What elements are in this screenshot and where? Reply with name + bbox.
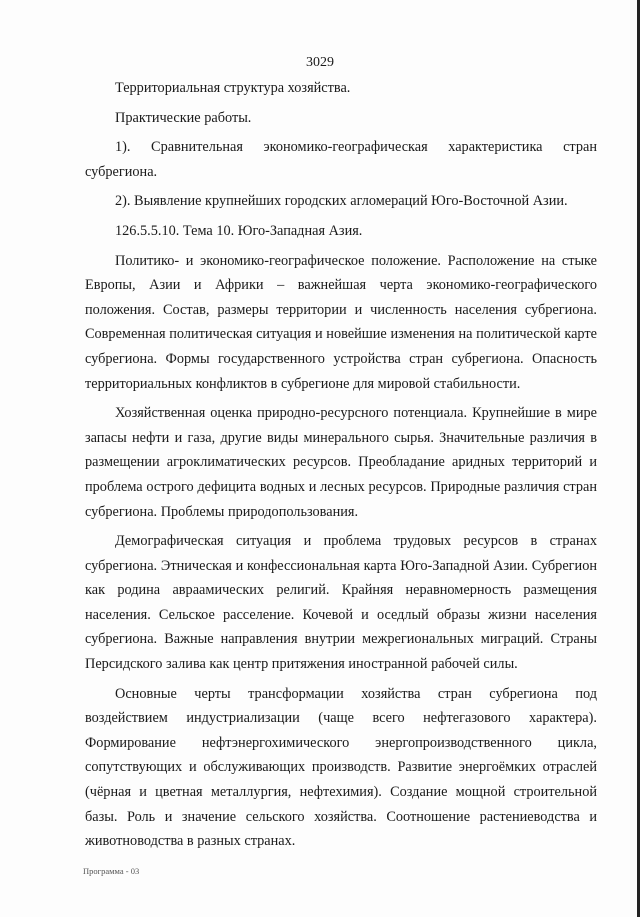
paragraph-demography: Демографическая ситуация и проблема трудовых ресурсов в странах субрегиона. Этническая и конфессиональная карта Юго-Западной Азии. Субрегион как родина авраамических религий. Крайняя неравномерность размещения населения. Сельское расселение. Кочевой и оседлый образы жизни населения субрегиона. Важные направления внутрии межрегиональных миграций. Страны Персидского залива как центр притяжения иностранной рабочей силы.	[85, 533, 597, 673]
document-body	[85, 76, 597, 854]
paragraph-position: Политико- и экономико-географическое положение. Расположение на стыке Европы, Азии и Африки – важнейшая черта экономико-географического положения. Состав, размеры территории и численность населения субрегиона. Современная политическая ситуация и новейшие изменения на политической карте субрегиона. Формы государственного устройства стран субрегиона. Опасность территориальных конфликтов в субрегионе для мировой стабильности.	[85, 252, 597, 392]
section-heading: Территориальная структура хозяйства.	[115, 80, 351, 96]
footer-label: Программа - 03	[83, 866, 140, 876]
practical-work-item-1: 1). Сравнительная экономико-географическая характеристика стран субрегиона.	[85, 139, 597, 180]
practical-works-heading: Практические работы.	[115, 109, 252, 126]
paragraph-economy: Основные черты трансформации хозяйства стран субрегиона под воздействием индустриализации (чаще всего нефтегазового характера). Формирование нефтэнергохимического энергопроизводственного цикла, сопутствующих и обслуживающих производств. Развитие энергоёмких отраслей (чёрная и цветная металлургия, нефтехимия). Создание мощной строительной базы. Роль и значение сельского хозяйства. Соотношение растениеводства и животноводства в разных странах.	[85, 685, 597, 850]
topic-heading: 126.5.5.10. Тема 10. Юго-Западная Азия.	[115, 222, 363, 239]
practical-work-item-2: 2). Выявление крупнейших городских агломераций Юго-Восточной Азии.	[115, 193, 568, 210]
paragraph-resources: Хозяйственная оценка природно-ресурсного потенциала. Крупнейшие в мире запасы нефти и газа, другие виды минерального сырья. Значительные различия в размещении агроклиматических ресурсов. Преобладание аридных территорий и проблема острого дефицита водных и лесных ресурсов. Природные различия стран субрегиона. Проблемы природопользования.	[85, 405, 597, 520]
page-number: 3029	[306, 55, 334, 70]
